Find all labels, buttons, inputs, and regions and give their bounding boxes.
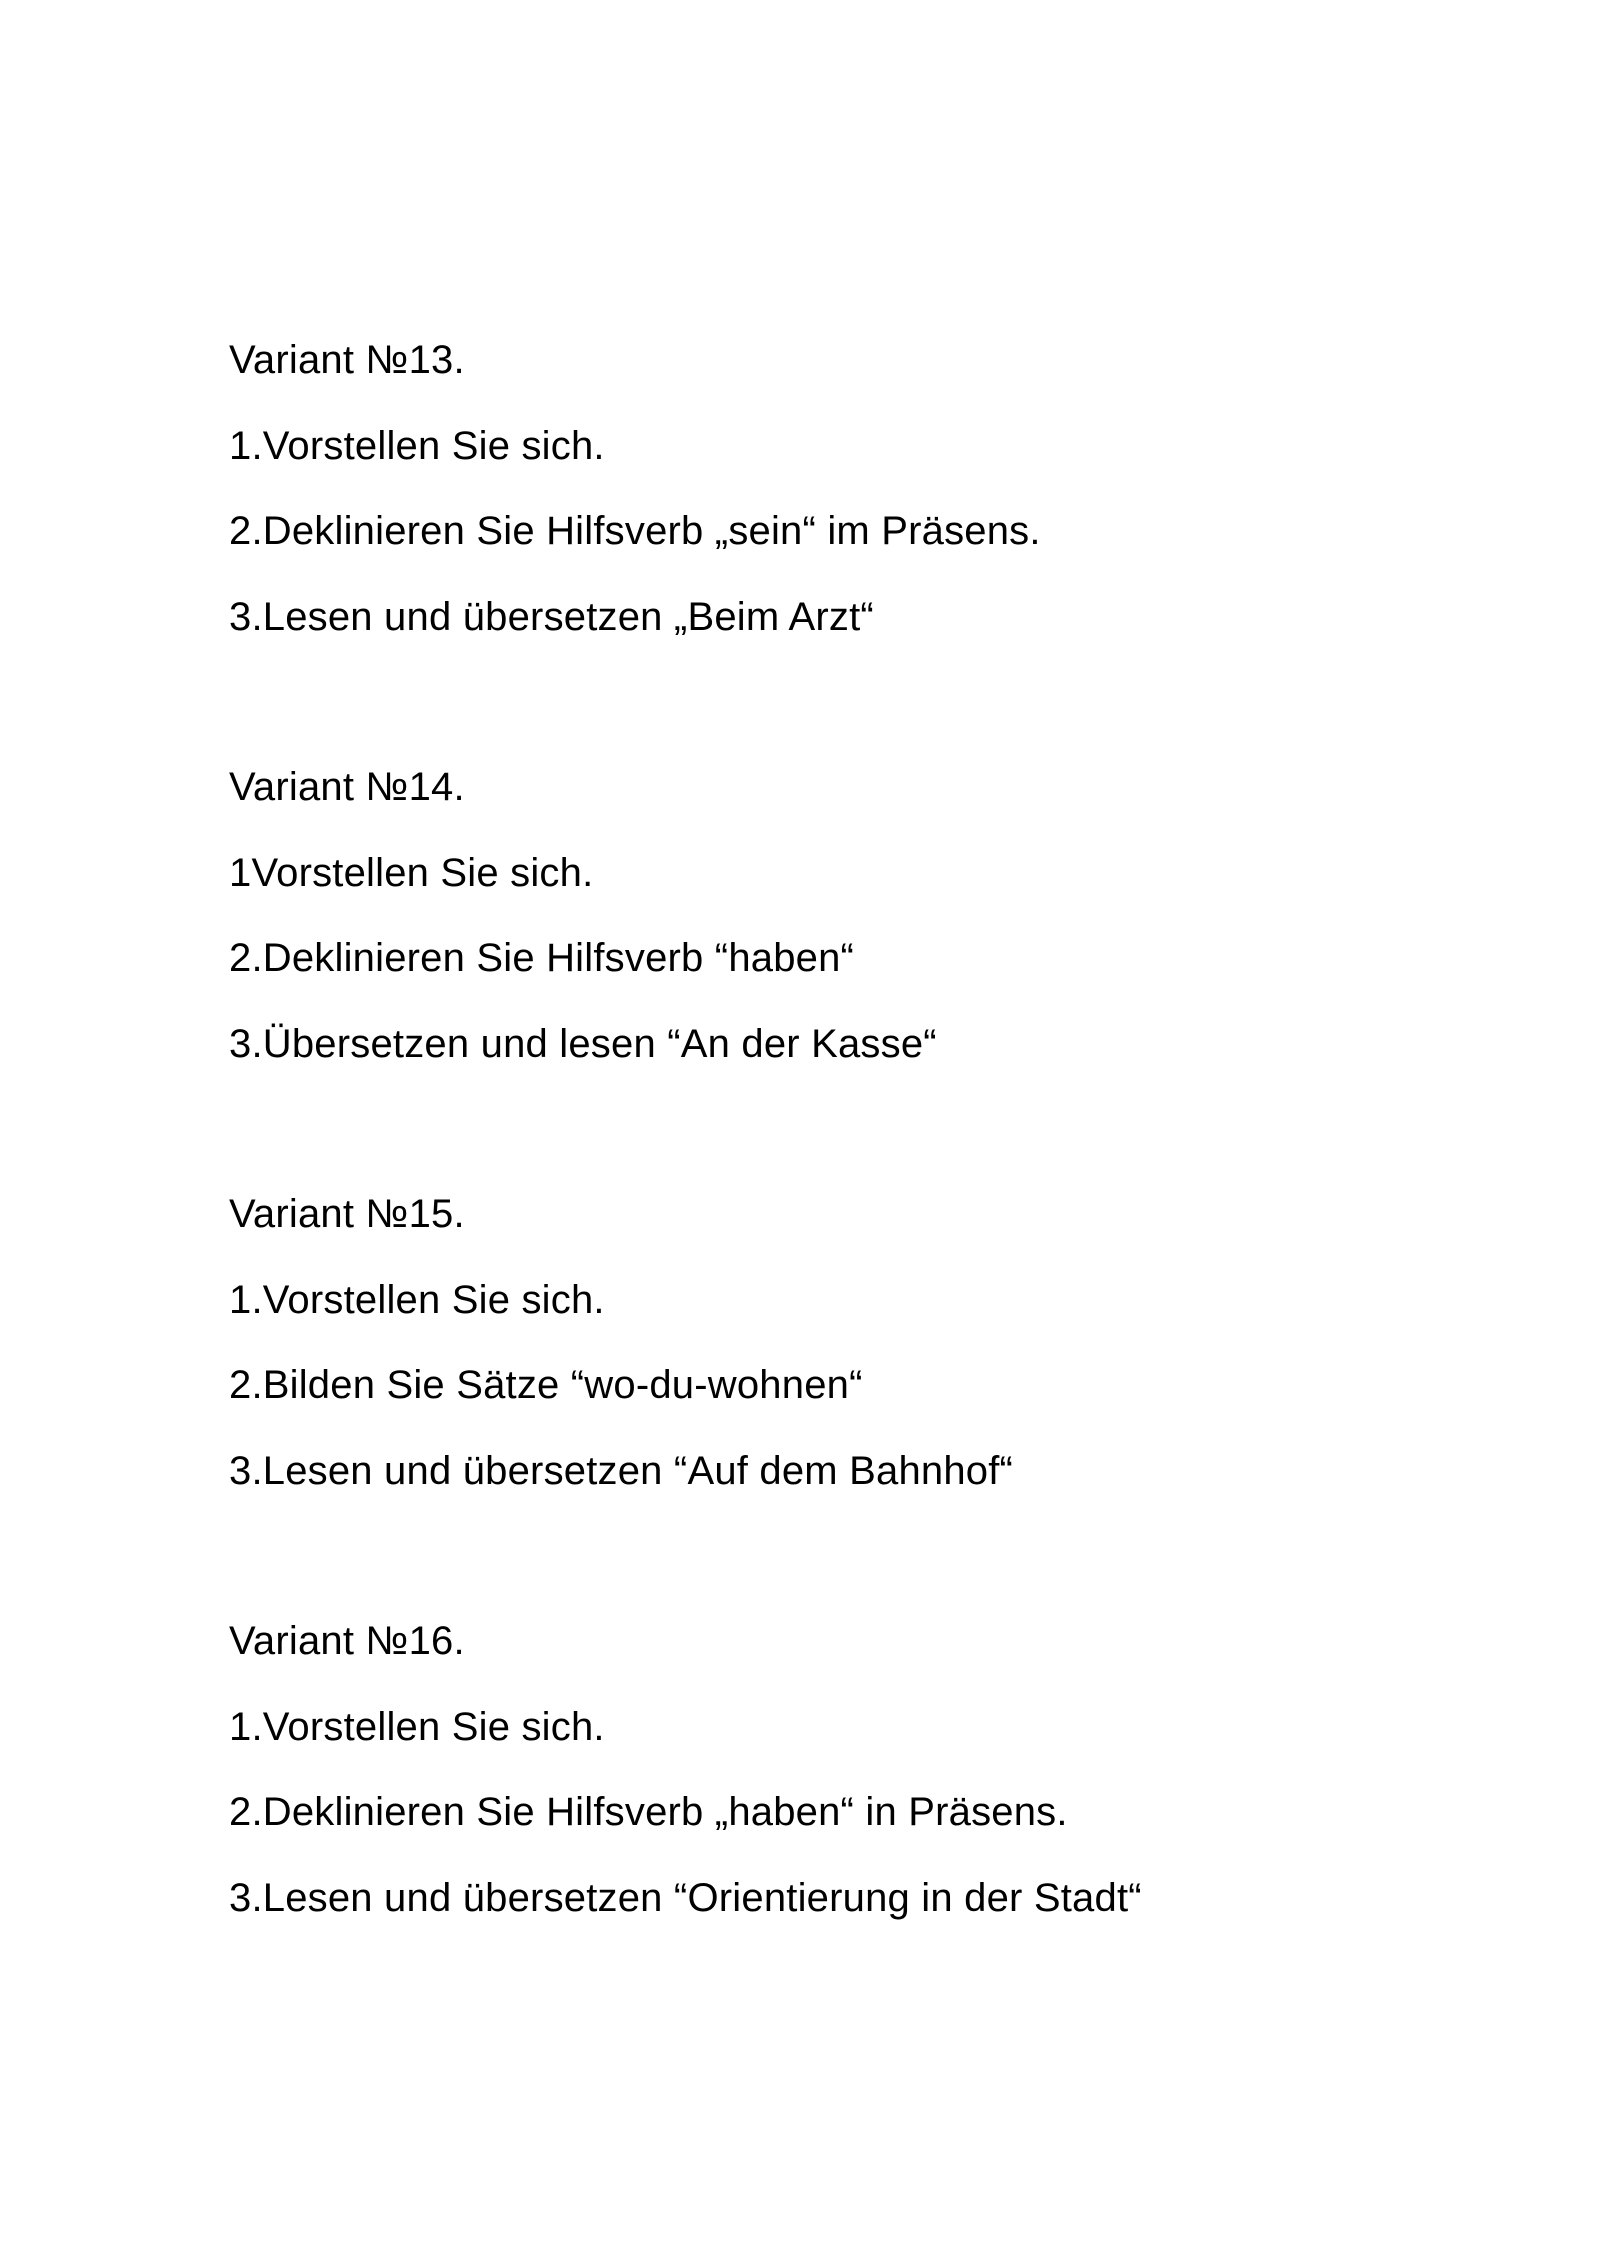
task-item: 3.Lesen und übersetzen “Auf dem Bahnhof“ [229,1448,1014,1493]
task-item: 1.Vorstellen Sie sich. [229,423,605,468]
task-item: 2.Deklinieren Sie Hilfsverb „sein“ im Präsens. [229,509,1041,553]
task-item: 3.Lesen und übersetzen „Beim Arzt“ [229,594,874,639]
variant-block-16 [229,1599,1479,1941]
task-item: 3.Lesen und übersetzen “Orientierung in der Stadt“ [229,1875,1142,1920]
task-item: 1.Vorstellen Sie sich. [229,1704,605,1749]
variant-block-14 [229,745,1479,1087]
variant-block-13 [229,318,1479,660]
variant-title: Variant №16. [229,1619,465,1663]
variant-block-15 [229,1172,1479,1514]
task-item: 1Vorstellen Sie sich. [229,850,594,895]
document-body [229,318,1479,2026]
task-item: 1.Vorstellen Sie sich. [229,1277,605,1322]
task-item: 2.Deklinieren Sie Hilfsverb “haben“ [229,936,855,980]
task-item: 3.Übersetzen und lesen “An der Kasse“ [229,1021,937,1066]
variant-title: Variant №14. [229,765,465,809]
task-item: 2.Bilden Sie Sätze “wo-du-wohnen“ [229,1363,863,1407]
variant-title: Variant №15. [229,1192,465,1236]
variant-title: Variant №13. [229,338,465,382]
task-item: 2.Deklinieren Sie Hilfsverb „haben“ in Präsens. [229,1790,1068,1834]
